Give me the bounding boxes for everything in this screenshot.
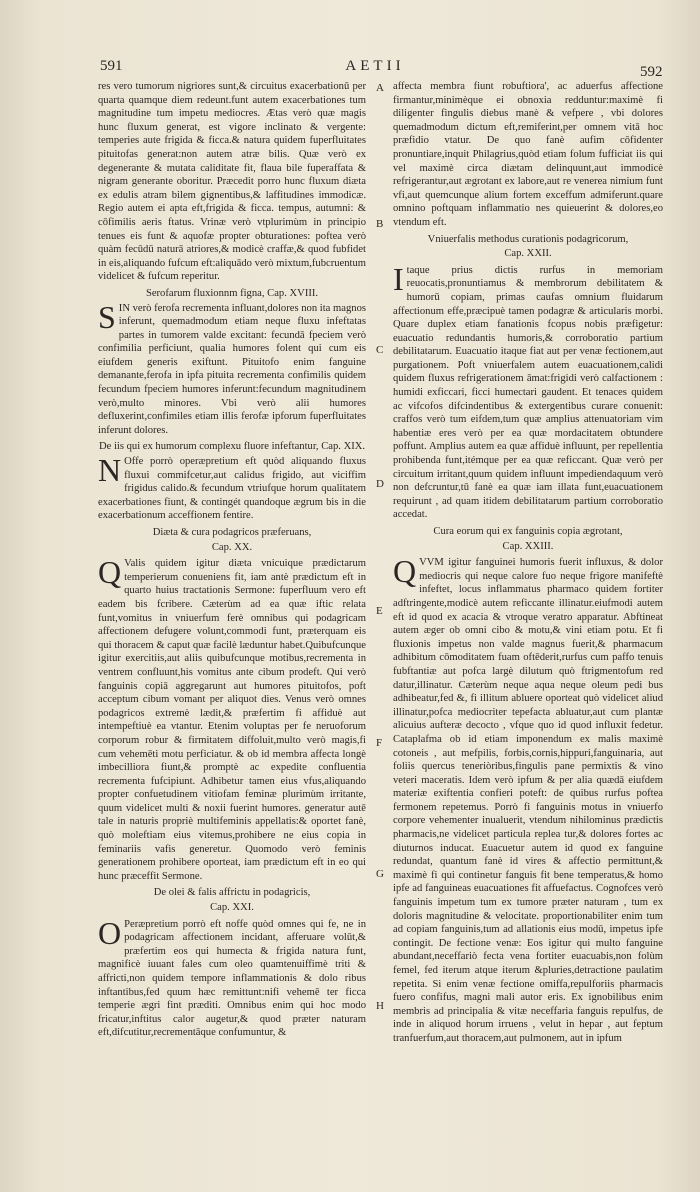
margin-letter-b: B [376, 218, 384, 230]
paragraph [98, 298, 366, 438]
paragraph [98, 554, 366, 883]
chapter-heading: Cura eorum qui ex fanguinis copia ægrotant, [433, 526, 623, 537]
chapter-heading: Vniuerfalis methodus curationis podagricorum, [427, 233, 629, 245]
left-text-column [98, 80, 366, 1100]
chapter-heading: Serofarum fluxionnm figna, Cap. XVIII. [145, 287, 319, 299]
margin-letter-d: D [376, 478, 384, 490]
page-number-left: 591 [100, 58, 123, 74]
margin-letter-a: A [376, 82, 384, 94]
chapter-heading: De iis qui ex humorum complexu fluore infeftantur, Cap. XIX. [98, 441, 366, 453]
paragraph [393, 260, 663, 522]
paragraph [393, 553, 663, 1045]
chapter-number: Cap. XXIII. [502, 540, 554, 552]
paragraph [98, 452, 366, 523]
paragraph-text: Valis quidem igitur diæta vnicuique prædictarum temperierum conueniens fit, iam antè prædictum eft in quarto huius tractationis Sermone: fuperfluum vero eft eadem bis fcribere. Cæterùm ad ea quæ iftic relata funt,vomitus in vniuerfum ferè omnibus qui podagricam affectionem defugere volunt,commodi funt, præterquam eis qui thoracem & caput quæ facilè læduntur habet.Quibufcunque igitur exercitiis,aut aliis quibufcunque motibus,recrementa in ventrem confluunt,his vomitus ante cibum prodeft. Qui verò fanguinis copiā aggregarunt aut humores pituitofos, poft acceptum cibum vomant per aliquot dies. Venus verò omnes podagricos extremè lædit,& præfertim fi affiduè aut intempeftiuè ea vtantur. Etenim voluptas per fe neruoforum corporum robur & firmitatem diffoluit,multo verò magis,fi cum vehemēti motu perficiatur. & ob id membra affecta longè imbecilliora fiunt,& promptè ac expedite confluentia recrementa fufcipiunt. Adhibetur tamen eius vfus,aliquando propter confuetudinem vitiofam feminæ plurimùm irritante, quum videlicet multi & noxii fuerint humores. generatur autē tale in naturis propriè multifeminis appellatis:& oportet fanè, quò moleftiam eius vitemus,prohibere ne eius copia in feminariis vafis generetur. Quomodo verò feminis generationem prohibere oporteat, iam prædictum eft in eo qui hunc præceffit Sermone. [98, 558, 366, 882]
chapter-number: Cap. XXI. [210, 902, 254, 914]
paragraph-text: VVM igitur fanguinei humoris fuerit influxus, & dolor mediocris qui neque calore fuo neque frigore manifeftè infeftet, locus inflammatus pharmaco quidem fortiter adftringente,modicè autem reficcante illinatur.eiufmodi autem eft id quod ex acacia & vtroque veratro apparatur. Abftineat autem æger ob omni cibo & motu,& vini etiam potu. Et fi fluxionis impetus non valde magnus fuerit,& pharmacum adhibitum cōmoditatem fuam oftēderit,rurfus cum paffo tenuis fubftantiæ aut pofca largè dilutum quò ftrigmentofum red datur,illinatur. Cæterùm neque aqua neque oleum pedi bus adhibeatur,fed &, fi illitum abluere oporteat quò videlicet aliud illinatur,pofca mediocriter tepefacta abluatur,aut cum plantæ alicuius aufteræ decocto , vfque quo id quod influxit fedetur. Cataplafma ob id etiam imponendum ex malis maximè cotoneis , aut mefpilis, forbis,cornis,hippuri,fanguinaria, aut foliis quercus teneriòribus,fingulis pane permixtis & vino veteri maceratis. Idem verò ipfum & per alia quædā eiufdem materiæ exiftentia confieri poteft: de quibus rurfus poftea fermonem repetemus. Porrò fi fanguinis motus in vniuerfo corpore vehementer inualuerit, vtendum nihilominus prædictis pharmacis,ne videlicet particula replea tur,& dolores fortes ac diuturnos inducat. Euacuetur autem id quod ex fanguine redundat, quantum fanè id vires & affectio permittunt,& maximè fi qui continetur fanguis fit bene temperatus,& homo ipfe ad fanguineas euacuationes fit affuefactus. Cognofces verò fanguinis impetum tum ex tumore præter naturam , tum ex doloris magnitudine & velocitate. proportionabiliter enim tum ad copiam fanguinis,tum ad allationis eius modū, impetus ipfe contingit. De fectione venæ: Eos igitur qui multo fanguine abundant,neceffariò fecta vena fortiter euacuabis,non folùm femel, fed iterum atque iterum &pluries,detractione paulatim repetita. Si enim venæ fectione omiffa,repulforiis pharmacis fuero confifus, magni mali autor eris. Ex ignobilibus enim membris ad principalia & vitæ neceffaria fanguis repulfus, de inde in aliquod horum irruens , velut in hepar , aut feptum tranfuerfum,aut thoracem,aut pulmonem, aut in ipfum [393, 557, 663, 1044]
running-title: AETII [345, 58, 405, 74]
margin-letter-f: F [376, 737, 383, 749]
chapter-heading: Diæta & cura podagricos præferuans, [152, 527, 312, 538]
margin-letter-h: H [376, 1000, 384, 1012]
chapter-heading: De olei & falis affrictu in podagricis, [153, 887, 311, 899]
paragraph-text: Offe porrò operæpretium eft quòd aliquando fluxus fluxui commifcetur,aut calidus frigido, aut viciffim frigidus calido.& fecundum vtriufque horum qualitatem exacerbationes fiunt, & contingét quandoque ægrum bis in die exacerbationum acceffionem fentire. [98, 456, 366, 522]
drop-cap: N [98, 452, 122, 489]
drop-cap: I [393, 260, 404, 297]
drop-cap: Q [98, 554, 122, 591]
drop-cap: O [98, 914, 122, 951]
paragraph-text: taque prius dictis rurfus in memoriam reuocatis,pronuntiamus & membrorum debilitatem & humorū copiam, primas caufas omnium fluidarum affectionum effe,præcipuè tamen podagræ & articularis morbi. Quare duplex etiam fanationis fcopus nobis præfigetur: euacuatio redundantis humoris,& corroboratio partium debilitatarum. Euacuatio itaque fiat aut per venæ fectionem,aut purgationem. Poft vniuerfalem autem euacuationem,calidi quidem fluxus refrigerationem āmat:frigidi verò calfactionem : humidi exficcari, ficci humectari gaudent. Et tenaces quidem ac vifcofos difcindentibus & extergentibus curare conuenit: craffos verò tum eifdem,tum quæ amplius attenuatoriam vim habentiæ eres verò per ea quæ mordacitatem obtundere poffunt. Amplius autem ea quæ affiduè influunt, per repellentia prohibenda funt,itémque per ea quæ reficcant. Quæ verò per circuitum irritant,quum quidem influunt impediendaquum verò non defcruntur,tū fanè ea quæ iam illata funt,euacuationem requirunt , ad quam itidem debilitatarum partium corroboratio accedat. [393, 264, 663, 521]
drop-cap: S [98, 298, 116, 335]
chapter-number: Cap. XX. [211, 541, 253, 553]
paragraph: res vero tumorum nigriores sunt,& circuitus exacerbationū per quarta quamque diem redeunt.funt autem exacerbationes tum magnitudine tum impetu mediocres. Ætas verò quæ magis hunc fluxum generat, est vigore inclinato & vergente: temperies aute frigida & ficca.& natura quidem fuperfluitates pituitofas generat:non autem atræ bilis. Quæ verò ex degenerante & mutata caliditate fit, flaua bile fuperaffata & nigram generante oboritur. Præcedit porro hunc fluxum diæta ex edulis atram bilem gignentibus,& laffitudines immodicæ. Regio autem ei apta eft,frigida & ficca. tempus, autumni: & cōfimilis aeris ftatus. Vrinæ verò vtplurimùm in principio tenues eis funt & aquofæ propter obturationes: poftea verò quàm fecūdū naturā atriores,& modicè craffæ,& quod fubfidet in eis,aliquando fufcum eft:aliquādo verò mixtum,fubcruentum videlicet & fufcum reperitur. [98, 81, 366, 283]
margin-letter-e: E [376, 605, 383, 617]
page-number-right: 592 [640, 64, 663, 80]
paragraph-text: Peræpretium porrò eft noffe quòd omnes qui fe, ne in podagricam affectionem incidant, afferuare volūt,& præfertim eos qui humecta & frigida natura funt, magnificè iuuant fales cum oleo quamtenuiffimè triti & affricti,non quidem tempore inflammationis & dolo ribus inftantibus,fed quum hæc remittunt:nifi vehemē ter ficca temperie ægri fint prædìti. Omnibus enim qui hoc modo fricatur,inftitus calor augetur,& quod præter naturam eft,difcutitur,recrementāque confumuntur, & [98, 918, 366, 1039]
paragraph-text: IN verò ferofa recrementa influant,dolores non ita magnos inferunt, quemadmodum etiam neque fluxu infeftatas partes in tumorem valde excitant: fecundā fpeciem verò confimilia perficiunt, qualia humores folent qui cum eis eiufdem generis exiftunt. Pituitofo enim fanguine demanante,ferofa in ipfa pituita recrementa confimilis quidem fecundum fpeciem humores inferunt:fecundum magnitudinem verò,multo minores. Vbi verò alii humores defluxerint,confimiles etiam illis ferofæ ipforum fuperfluitates inferunt dolores. [98, 302, 366, 436]
paragraph: affecta membra fiunt robuftiora', ac aduerfus affectione firmantur,minimèque ei obnoxia redduntur:maximè fi diligenter fingulis diebus manè & vefpere , vbi dolores quemadmodum dictum eft,remiferint,per omnem vitā hoc præfidio vtatur. De quo fanè aufim cōfidenter pronuntiare,inquit Philagrius,quòd etiam folum fufficiat iis qui vel maximè circa diætam delinquunt,aut immodicè refrigerantur,aut ægrotant ex labore,aut re venerea nimium funt vfi,aut quemcunque alium fortem exceffum admiferunt.quare omnino poftquam inflammatio nes quieuerint & dolores,eo vtendum eft. [393, 81, 663, 228]
drop-cap: Q [393, 553, 417, 590]
paragraph [98, 914, 366, 1040]
margin-letter-g: G [376, 868, 384, 880]
margin-letter-c: C [376, 344, 384, 356]
right-text-column [393, 80, 663, 1170]
chapter-number: Cap. XXII. [504, 248, 552, 260]
